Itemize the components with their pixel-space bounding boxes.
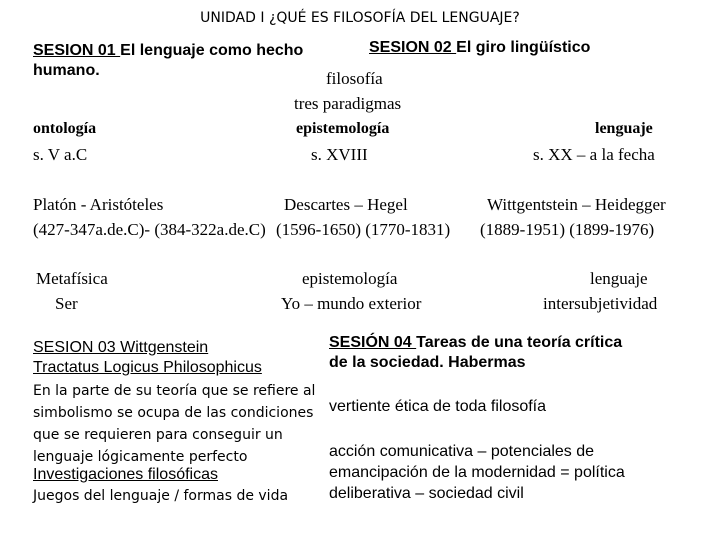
session-04-label-line2: de la sociedad. Habermas <box>329 354 526 371</box>
three-paradigms-label: tres paradigmas <box>294 94 402 113</box>
session-03-sub2: Investigaciones filosóficas <box>33 466 218 483</box>
session-01-heading <box>33 41 303 81</box>
theme-mid-b: Yo – mundo exterior <box>281 294 422 313</box>
dates-right: (1889-1951) (1899-1976) <box>480 220 655 239</box>
session-03-subtitle: Tractatus Logicus Philosophicus <box>33 359 262 376</box>
session-03-body-line: simbolismo se ocupa de las condiciones <box>33 405 314 421</box>
session-04-heading <box>329 333 622 373</box>
session-04-label: Tareas de una teoría crítica <box>416 334 623 351</box>
period-ontology: s. V a.C <box>33 145 88 164</box>
theme-mid-a: epistemología <box>302 269 398 288</box>
session-03-body-line: lenguaje lógicamente perfecto <box>33 449 248 465</box>
session-02-label: El giro lingüístico <box>456 39 591 56</box>
session-01-label: El lenguaje como hecho <box>120 42 304 59</box>
theme-left-a: Metafísica <box>36 269 108 288</box>
session-04-communicative-action <box>329 441 625 504</box>
session-03-body2: Juegos del lenguaje / formas de vida <box>33 488 289 504</box>
session-04-line: acción comunicativa – potenciales de <box>329 443 595 460</box>
session-04-number: SESIÓN 04 <box>329 334 417 351</box>
session-03-body <box>33 380 315 468</box>
theme-left-b: Ser <box>55 294 78 313</box>
philosophy-label: filosofía <box>326 69 383 88</box>
session-04-line: deliberativa – sociedad civil <box>329 485 524 502</box>
paradigm-language: lenguaje <box>595 120 653 137</box>
session-02-heading <box>369 38 590 58</box>
session-03-title: SESION 03 Wittgenstein <box>33 339 209 356</box>
dates-left: (427-347a.de.C)- (384-322a.de.C) <box>33 220 266 239</box>
session-04-line: emancipación de la modernidad = política <box>329 464 625 481</box>
session-02-number: SESION 02 <box>369 39 457 56</box>
theme-right-a: lenguaje <box>590 269 648 288</box>
dates-mid: (1596-1650) (1770-1831) <box>276 220 451 239</box>
authors-right: Wittgentstein – Heidegger <box>487 195 666 214</box>
theme-right-b: intersubjetividad <box>543 294 658 313</box>
authors-mid: Descartes – Hegel <box>284 195 408 214</box>
period-epistemology: s. XVIII <box>311 145 368 164</box>
authors-left: Platón - Aristóteles <box>33 195 164 214</box>
session-03-body-line: que se requieren para conseguir un <box>33 427 283 443</box>
period-language: s. XX – a la fecha <box>533 145 655 164</box>
session-01-label-line2: humano. <box>33 62 100 79</box>
page-title: UNIDAD I ¿QUÉ ES FILOSOFÍA DEL LENGUAJE? <box>200 10 520 26</box>
paradigm-epistemology: epistemología <box>296 120 390 137</box>
paradigm-ontology: ontología <box>33 120 97 137</box>
session-03-body-line: En la parte de su teoría que se refiere al <box>33 383 316 399</box>
session-01-number: SESION 01 <box>33 42 121 59</box>
session-04-ethics: vertiente ética de toda filosofía <box>329 398 547 415</box>
